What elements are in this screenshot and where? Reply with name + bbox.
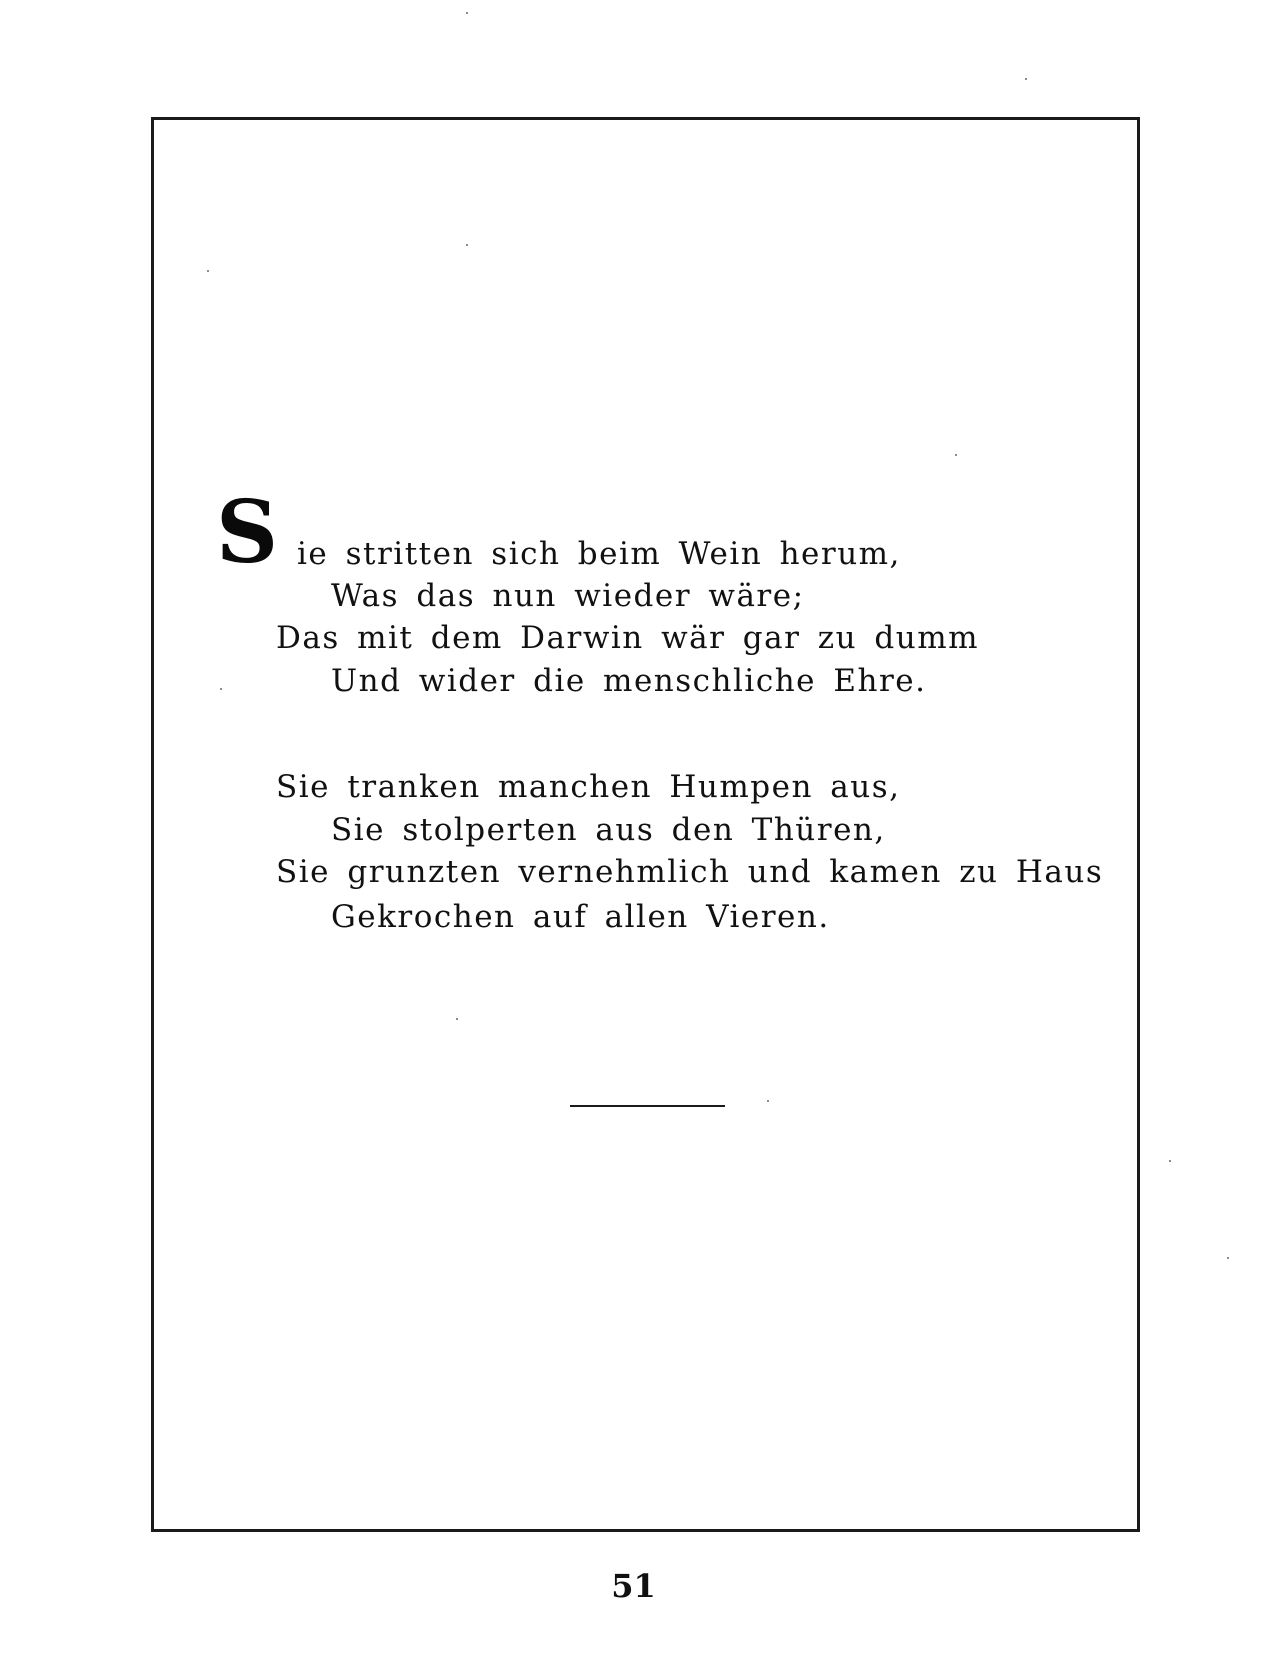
poem-line: Gekrochen auf allen Vieren.	[331, 899, 830, 935]
poem-line: Und wider die menschliche Ehre.	[331, 663, 927, 699]
scan-speck	[1227, 1257, 1229, 1259]
poem-line: ie stritten sich beim Wein herum,	[297, 536, 901, 572]
scan-speck	[466, 12, 468, 14]
drop-cap: S	[216, 482, 279, 583]
poem-line: Sie tranken manchen Humpen aus,	[276, 769, 901, 805]
scan-speck	[955, 454, 957, 456]
section-divider	[570, 1105, 725, 1107]
scan-speck	[767, 1100, 769, 1102]
scan-speck	[220, 688, 222, 690]
scan-speck	[466, 244, 468, 246]
poem-line: Das mit dem Darwin wär gar zu dumm	[276, 620, 980, 656]
poem-line: Sie grunzten vernehmlich und kamen zu Haus	[276, 854, 1104, 890]
scan-speck	[456, 1018, 458, 1020]
scan-speck	[1025, 78, 1027, 80]
poem-line: Was das nun wieder wäre;	[331, 578, 805, 614]
scan-speck	[1169, 1160, 1171, 1162]
page-number: 51	[611, 1567, 656, 1605]
poem-line: Sie stolperten aus den Thüren,	[331, 812, 886, 848]
scan-speck	[207, 270, 209, 272]
